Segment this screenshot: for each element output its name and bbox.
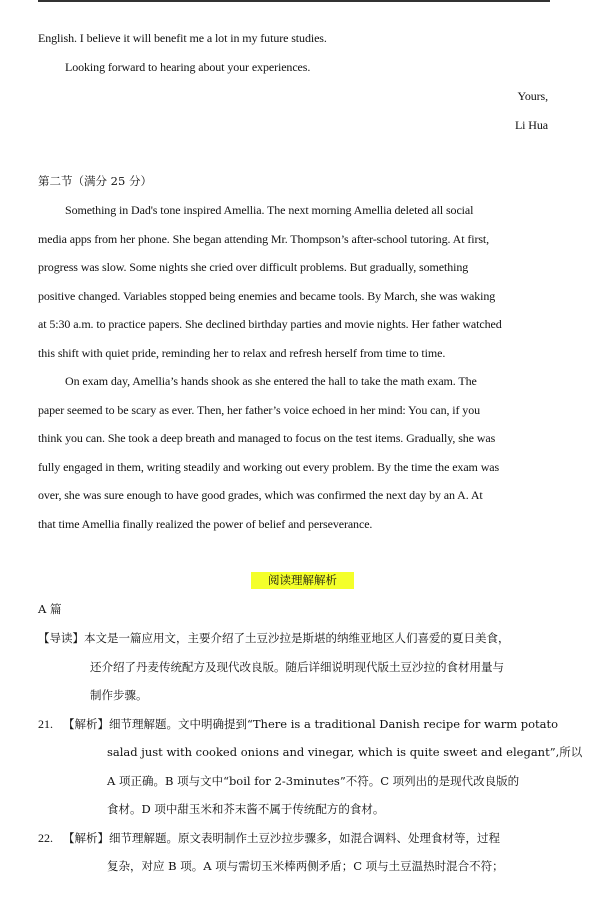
passage-line: fully engaged in them, writing steadily and working out every problem. By the time the exam was (38, 460, 500, 474)
answer-line: 【解析】细节理解题。文中明确提到“There is a traditional Danish recipe for warm potato (63, 717, 559, 731)
passage-line: progress was slow. Some nights she cried over difficult problems. But gradually, something (38, 260, 469, 274)
intro-line: 还介绍了丹麦传统配方及现代改良版。随后详细说明现代版土豆沙拉的食材用量与 (90, 660, 504, 674)
analysis-heading: 阅读理解解析 (251, 572, 354, 589)
letter-signature: Li Hua (514, 118, 548, 132)
section-title: 第二节（满分 25 分） (38, 174, 152, 188)
top-divider (38, 0, 550, 2)
intro-line: 【导读】本文是一篇应用文，主要介绍了土豆沙拉是斯堪的纳维亚地区人们喜爱的夏日美食， (38, 631, 510, 645)
answer-line: A 项正确。B 项与文中“boil for 2-3minutes”不符。C 项列出的是现代改良版的 (107, 774, 520, 788)
question-number: 22. (38, 831, 53, 845)
intro-line: 制作步骤。 (90, 688, 148, 702)
answer-line: 食材。D 项中甜玉米和芥末酱不属于传统配方的食材。 (107, 802, 385, 816)
letter-line: English. I believe it will benefit me a lot in my future studies. (38, 31, 327, 45)
answer-line: 复杂，对应 B 项。A 项与需切玉米棒两侧矛盾；C 项与土豆温热时混合不符； (107, 859, 504, 873)
answer-line: 【解析】细节理解题。原文表明制作土豆沙拉步骤多，如混合调料、处理食材等，过程 (63, 831, 500, 845)
passage-line: that time Amellia finally realized the power of belief and perseverance. (38, 517, 373, 531)
passage-line: Something in Dad's tone inspired Amellia. The next morning Amellia deleted all social (65, 203, 474, 217)
letter-line: Looking forward to hearing about your experiences. (65, 60, 311, 74)
part-label: A 篇 (38, 602, 62, 616)
letter-closing: Yours, (517, 89, 548, 103)
passage-line: paper seemed to be scary as ever. Then, her father’s voice echoed in her mind: You can, if you (38, 403, 481, 417)
passage-line: media apps from her phone. She began attending Mr. Thompson’s after-school tutoring. At first, (38, 232, 490, 246)
passage-line: On exam day, Amellia’s hands shook as she entered the hall to take the math exam. The (65, 374, 477, 388)
passage-line: this shift with quiet pride, reminding her to relax and refresh herself from time to time. (38, 346, 446, 360)
answer-line: salad just with cooked onions and vinegar, which is quite sweet and elegant”,所以 (107, 745, 583, 759)
passage-line: positive changed. Variables stopped being enemies and became tools. By March, she was waking (38, 289, 496, 303)
passage-line: over, she was sure enough to have good grades, which was confirmed the next day by an A. At (38, 488, 483, 502)
passage-line: at 5:30 a.m. to practice papers. She declined birthday parties and movie nights. Her father watched (38, 317, 502, 331)
question-number: 21. (38, 717, 53, 731)
passage-line: think you can. She took a deep breath and managed to focus on the test items. Gradually, she was (38, 431, 496, 445)
